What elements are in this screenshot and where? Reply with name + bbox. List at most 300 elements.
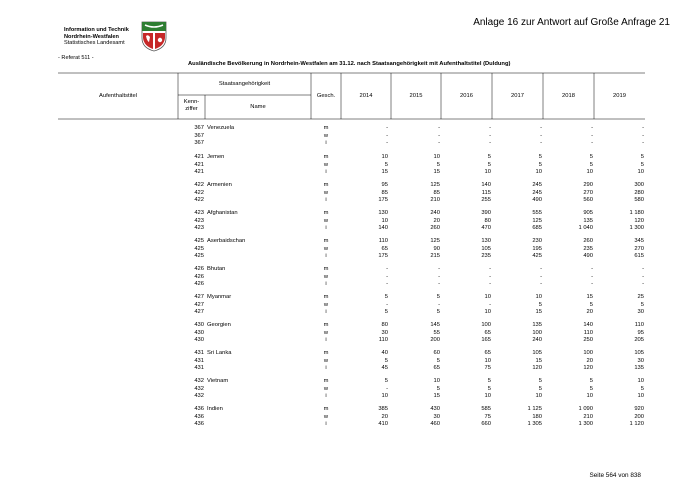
value-cell-2017: - [540, 140, 542, 147]
org-line-2: Nordrhein-Westfalen [64, 33, 119, 40]
sex-code: w [323, 273, 329, 280]
table-row [0, 337, 700, 344]
country-name: Vietnam [207, 378, 229, 384]
country-code: 432 [194, 378, 204, 384]
value-cell-2019: - [642, 281, 644, 288]
value-cell-2014: 5 [384, 378, 388, 384]
value-cell-2019: 110 [634, 322, 644, 328]
table-row [0, 253, 700, 260]
sex-code: i [325, 169, 327, 176]
header-kennziffer-line1: Kenn- [183, 99, 200, 105]
header-year-2018: 2018 [562, 93, 575, 99]
country-code: 430 [194, 322, 204, 328]
value-cell-2014: 110 [378, 238, 388, 244]
value-cell-2018: 5 [589, 161, 593, 168]
table-row [0, 294, 700, 301]
value-cell-2014: 130 [378, 210, 388, 216]
value-cell-2019: 580 [634, 197, 644, 204]
value-cell-2018: 100 [583, 350, 593, 356]
country-code: 431 [194, 350, 204, 356]
country-name: Venezuela [207, 125, 235, 131]
sex-code: i [325, 365, 327, 372]
value-cell-2015: 260 [430, 225, 440, 232]
header-year-2015: 2015 [409, 93, 423, 99]
country-name: Aserbaidschan [207, 238, 246, 244]
sex-code: m [323, 238, 329, 244]
value-cell-2014: - [386, 125, 388, 131]
value-cell-2017: 1 305 [527, 421, 542, 428]
value-cell-2019: 300 [634, 182, 644, 188]
value-cell-2017: 10 [535, 169, 542, 176]
value-cell-2019: 1 300 [629, 225, 644, 232]
table-row [0, 421, 700, 428]
sex-code: i [325, 393, 327, 400]
country-code: 427 [194, 301, 204, 308]
country-code: 421 [194, 161, 204, 168]
value-cell-2014: 5 [384, 357, 388, 364]
value-cell-2016: - [489, 281, 491, 288]
country-code: 423 [194, 210, 204, 216]
country-code: 426 [194, 281, 204, 288]
value-cell-2014: 85 [381, 189, 388, 196]
table-row [0, 358, 700, 365]
sex-code: m [323, 182, 329, 188]
value-cell-2016: - [489, 140, 491, 147]
value-cell-2014: 10 [381, 217, 388, 224]
value-cell-2018: - [591, 266, 593, 272]
value-cell-2018: 15 [586, 294, 593, 300]
page-number: Seite 564 von 838 [589, 472, 641, 479]
sex-code: m [323, 322, 329, 328]
value-cell-2019: 345 [634, 238, 644, 244]
country-name: Georgien [207, 322, 231, 328]
value-cell-2014: 5 [384, 294, 388, 300]
value-cell-2017: 685 [532, 225, 542, 232]
header-year-2017: 2017 [511, 93, 524, 99]
country-code: 430 [194, 337, 204, 344]
sex-code: w [323, 329, 329, 336]
country-code: 427 [194, 309, 204, 316]
value-cell-2017: 245 [532, 182, 542, 188]
value-cell-2015: 125 [430, 182, 440, 188]
value-cell-2019: 10 [637, 378, 644, 384]
value-cell-2016: - [489, 273, 491, 280]
country-code: 430 [194, 329, 204, 336]
value-cell-2014: 45 [381, 365, 388, 372]
sex-code: w [323, 385, 329, 392]
country-code: 432 [194, 385, 204, 392]
country-name: Jemen [207, 154, 225, 160]
country-code: 425 [194, 238, 204, 244]
value-cell-2015: 30 [433, 413, 440, 420]
value-cell-2016: 10 [484, 357, 491, 364]
country-code: 425 [194, 245, 204, 252]
sex-code: i [325, 140, 327, 147]
header-staatsangehoerigkeit: Staatsangehörigkeit [218, 81, 271, 87]
sex-code: i [325, 337, 327, 344]
table-row [0, 309, 700, 316]
table-row [0, 125, 700, 132]
country-code: 367 [194, 132, 204, 139]
sex-code: w [323, 132, 329, 139]
value-cell-2015: 215 [430, 253, 440, 260]
value-cell-2019: 10 [637, 393, 644, 400]
sex-code: w [323, 161, 329, 168]
value-cell-2019: 135 [634, 365, 644, 372]
value-cell-2019: 1 180 [629, 210, 644, 216]
country-code: 423 [194, 225, 204, 232]
value-cell-2014: 15 [381, 169, 388, 176]
value-cell-2017: 180 [532, 413, 542, 420]
country-name: Afghanistan [207, 210, 238, 216]
country-code: 425 [194, 253, 204, 260]
table-row [0, 365, 700, 372]
value-cell-2018: 110 [583, 329, 593, 336]
value-cell-2019: 30 [637, 357, 644, 364]
value-cell-2017: 10 [535, 294, 542, 300]
country-code: 367 [194, 140, 204, 147]
country-name: Indien [207, 406, 223, 412]
value-cell-2019: 1 120 [629, 421, 644, 428]
sex-code: w [323, 357, 329, 364]
value-cell-2014: - [386, 140, 388, 147]
table-row [0, 414, 700, 421]
country-code: 423 [194, 217, 204, 224]
value-cell-2017: 135 [532, 322, 542, 328]
value-cell-2015: 85 [433, 189, 440, 196]
department-reference: - Referat 511 - [58, 55, 94, 61]
value-cell-2017: 555 [532, 210, 542, 216]
country-name: Bhutan [207, 266, 226, 272]
value-cell-2016: 255 [481, 197, 491, 204]
value-cell-2017: 5 [538, 154, 542, 160]
value-cell-2017: 230 [532, 238, 542, 244]
table-row [0, 169, 700, 176]
table-row [0, 330, 700, 337]
value-cell-2018: 210 [583, 413, 593, 420]
table-row [0, 197, 700, 204]
value-cell-2017: 5 [538, 161, 542, 168]
nrw-coat-of-arms-logo [140, 20, 168, 52]
country-code: 436 [194, 413, 204, 420]
value-cell-2016: 5 [487, 378, 491, 384]
value-cell-2018: 1 300 [578, 421, 593, 428]
value-cell-2014: - [386, 281, 388, 288]
value-cell-2019: 25 [637, 294, 644, 300]
value-cell-2014: 20 [381, 413, 388, 420]
value-cell-2018: 120 [583, 365, 593, 372]
sex-code: w [323, 301, 329, 308]
value-cell-2019: 105 [634, 350, 644, 356]
value-cell-2016: 75 [484, 413, 491, 420]
value-cell-2015: - [438, 273, 440, 280]
value-cell-2017: - [540, 125, 542, 131]
value-cell-2016: - [489, 266, 491, 272]
value-cell-2017: 490 [532, 197, 542, 204]
value-cell-2018: 235 [583, 245, 593, 252]
value-cell-2015: - [438, 281, 440, 288]
value-cell-2019: 200 [634, 413, 644, 420]
value-cell-2018: 5 [589, 154, 593, 160]
value-cell-2018: - [591, 125, 593, 131]
value-cell-2015: 5 [436, 309, 440, 316]
value-cell-2018: 260 [583, 238, 593, 244]
value-cell-2019: - [642, 132, 644, 139]
table-row [0, 274, 700, 281]
value-cell-2016: 75 [484, 365, 491, 372]
country-code: 436 [194, 421, 204, 428]
value-cell-2017: 245 [532, 189, 542, 196]
value-cell-2015: 5 [436, 357, 440, 364]
value-cell-2015: 210 [430, 197, 440, 204]
country-code: 421 [194, 154, 204, 160]
value-cell-2015: - [438, 266, 440, 272]
value-cell-2014: - [386, 132, 388, 139]
org-line-3: Statistisches Landesamt [64, 40, 125, 47]
value-cell-2015: - [438, 132, 440, 139]
value-cell-2015: 90 [433, 245, 440, 252]
sex-code: i [325, 421, 327, 428]
value-cell-2016: 5 [487, 161, 491, 168]
value-cell-2017: 425 [532, 253, 542, 260]
value-cell-2015: 10 [433, 154, 440, 160]
value-cell-2014: 95 [381, 182, 388, 188]
sex-code: m [323, 294, 329, 300]
country-code: 367 [194, 125, 204, 131]
value-cell-2017: 5 [538, 301, 542, 308]
value-cell-2018: 270 [583, 189, 593, 196]
value-cell-2016: - [489, 125, 491, 131]
value-cell-2019: 270 [634, 245, 644, 252]
value-cell-2015: - [438, 140, 440, 147]
value-cell-2014: 175 [378, 253, 388, 260]
value-cell-2015: - [438, 125, 440, 131]
sex-code: i [325, 309, 327, 316]
sex-code: m [323, 210, 329, 216]
annex-heading: Anlage 16 zur Antwort auf Große Anfrage 21 [473, 17, 670, 28]
value-cell-2018: 5 [589, 385, 593, 392]
sex-code: w [323, 413, 329, 420]
header-year-2019: 2019 [613, 93, 626, 99]
value-cell-2019: - [642, 266, 644, 272]
value-cell-2014: 110 [378, 337, 388, 344]
table-row [0, 190, 700, 197]
table-row [0, 406, 700, 413]
value-cell-2017: 5 [538, 378, 542, 384]
value-cell-2016: 585 [481, 406, 491, 412]
value-cell-2016: 10 [484, 294, 491, 300]
value-cell-2019: 205 [634, 337, 644, 344]
sex-code: i [325, 225, 327, 232]
country-code: 436 [194, 406, 204, 412]
value-cell-2017: 1 125 [527, 406, 542, 412]
table-row [0, 218, 700, 225]
value-cell-2015: 15 [433, 169, 440, 176]
country-code: 421 [194, 169, 204, 176]
sex-code: w [323, 217, 329, 224]
table-row [0, 378, 700, 385]
table-row [0, 302, 700, 309]
value-cell-2014: 10 [381, 154, 388, 160]
header-year-2014: 2014 [359, 93, 373, 99]
table-row [0, 322, 700, 329]
value-cell-2015: 55 [433, 329, 440, 336]
value-cell-2016: 235 [481, 253, 491, 260]
table-row [0, 393, 700, 400]
value-cell-2018: 140 [583, 322, 593, 328]
value-cell-2014: 410 [378, 421, 388, 428]
country-code: 422 [194, 197, 204, 204]
sex-code: m [323, 350, 329, 356]
value-cell-2017: 5 [538, 385, 542, 392]
value-cell-2019: 5 [640, 161, 644, 168]
value-cell-2019: 10 [637, 169, 644, 176]
value-cell-2014: - [386, 385, 388, 392]
value-cell-2016: 130 [481, 238, 491, 244]
country-name: Myanmar [207, 294, 232, 300]
value-cell-2016: 100 [481, 322, 491, 328]
value-cell-2017: 195 [532, 245, 542, 252]
sex-code: i [325, 253, 327, 260]
value-cell-2018: - [591, 140, 593, 147]
country-code: 431 [194, 365, 204, 372]
value-cell-2017: 120 [532, 365, 542, 372]
value-cell-2019: 5 [640, 154, 644, 160]
value-cell-2019: 280 [634, 189, 644, 196]
value-cell-2018: - [591, 132, 593, 139]
sex-code: w [323, 189, 329, 196]
value-cell-2017: - [540, 273, 542, 280]
value-cell-2016: 5 [487, 385, 491, 392]
value-cell-2017: - [540, 281, 542, 288]
value-cell-2019: 5 [640, 385, 644, 392]
table-title: Ausländische Bevölkerung in Nordrhein-Westfalen am 31.12. nach Staatsangehörigkeit mit Aufenthaltstitel (Duldung) [188, 61, 511, 67]
value-cell-2017: 100 [532, 329, 542, 336]
value-cell-2016: 390 [481, 210, 491, 216]
country-name: Sri Lanka [207, 350, 232, 356]
value-cell-2014: 10 [381, 393, 388, 400]
value-cell-2015: 240 [430, 210, 440, 216]
value-cell-2019: 615 [634, 253, 644, 260]
value-cell-2018: 905 [583, 210, 593, 216]
value-cell-2014: - [386, 301, 388, 308]
sex-code: m [323, 266, 329, 272]
table-row [0, 225, 700, 232]
value-cell-2015: 125 [430, 238, 440, 244]
value-cell-2017: 15 [535, 357, 542, 364]
value-cell-2015: 65 [433, 365, 440, 372]
value-cell-2015: 10 [433, 378, 440, 384]
value-cell-2015: 430 [430, 406, 440, 412]
value-cell-2018: 560 [583, 197, 593, 204]
value-cell-2014: 40 [381, 350, 388, 356]
country-code: 426 [194, 266, 204, 272]
value-cell-2019: 30 [637, 309, 644, 316]
value-cell-2018: 10 [586, 393, 593, 400]
value-cell-2014: 80 [381, 322, 388, 328]
value-cell-2019: 95 [637, 329, 644, 336]
value-cell-2015: 460 [430, 421, 440, 428]
value-cell-2016: - [489, 301, 491, 308]
table-row [0, 133, 700, 140]
value-cell-2019: - [642, 140, 644, 147]
country-code: 427 [194, 294, 204, 300]
value-cell-2015: 20 [433, 217, 440, 224]
value-cell-2014: 65 [381, 245, 388, 252]
header-year-2016: 2016 [460, 93, 473, 99]
table-row [0, 246, 700, 253]
country-name: Armenien [207, 182, 232, 188]
sex-code: m [323, 378, 329, 384]
value-cell-2018: 5 [589, 301, 593, 308]
value-cell-2015: 5 [436, 385, 440, 392]
value-cell-2018: 5 [589, 378, 593, 384]
value-cell-2015: 200 [430, 337, 440, 344]
value-cell-2016: 105 [481, 245, 491, 252]
value-cell-2018: 1 090 [578, 406, 593, 412]
value-cell-2017: 240 [532, 337, 542, 344]
value-cell-2014: 5 [384, 309, 388, 316]
value-cell-2014: 175 [378, 197, 388, 204]
table-row [0, 154, 700, 161]
header-kennziffer [178, 99, 205, 113]
value-cell-2015: - [438, 301, 440, 308]
table-row [0, 350, 700, 357]
value-cell-2018: 10 [586, 169, 593, 176]
value-cell-2019: 120 [634, 217, 644, 224]
header-aufenthaltstitel: Aufenthaltstitel [98, 93, 138, 99]
table-row [0, 210, 700, 217]
value-cell-2016: 10 [484, 309, 491, 316]
value-cell-2014: 385 [378, 406, 388, 412]
value-cell-2015: 5 [436, 294, 440, 300]
value-cell-2019: 5 [640, 301, 644, 308]
value-cell-2016: 80 [484, 217, 491, 224]
org-line-1: Information und Technik [64, 27, 129, 33]
country-code: 432 [194, 393, 204, 400]
value-cell-2017: 125 [532, 217, 542, 224]
value-cell-2019: - [642, 273, 644, 280]
value-cell-2017: 10 [535, 393, 542, 400]
value-cell-2016: 5 [487, 154, 491, 160]
value-cell-2018: - [591, 273, 593, 280]
value-cell-2018: 250 [583, 337, 593, 344]
country-code: 426 [194, 273, 204, 280]
header-kennziffer-line2: ziffer [185, 106, 198, 112]
value-cell-2018: 1 040 [578, 225, 593, 232]
value-cell-2015: 5 [436, 161, 440, 168]
value-cell-2015: 60 [433, 350, 440, 356]
value-cell-2019: 920 [634, 406, 644, 412]
sex-code: w [323, 245, 329, 252]
header-geschlecht: Gesch. [316, 93, 336, 99]
value-cell-2016: 65 [484, 350, 491, 356]
value-cell-2016: 140 [481, 182, 491, 188]
table-row [0, 386, 700, 393]
value-cell-2014: 30 [381, 329, 388, 336]
table-row [0, 266, 700, 273]
value-cell-2017: 15 [535, 309, 542, 316]
country-code: 422 [194, 189, 204, 196]
value-cell-2015: 145 [430, 322, 440, 328]
table-row [0, 162, 700, 169]
value-cell-2017: - [540, 266, 542, 272]
sex-code: m [323, 406, 329, 412]
sex-code: m [323, 125, 329, 131]
value-cell-2018: 490 [583, 253, 593, 260]
sex-code: i [325, 197, 327, 204]
value-cell-2018: 135 [583, 217, 593, 224]
